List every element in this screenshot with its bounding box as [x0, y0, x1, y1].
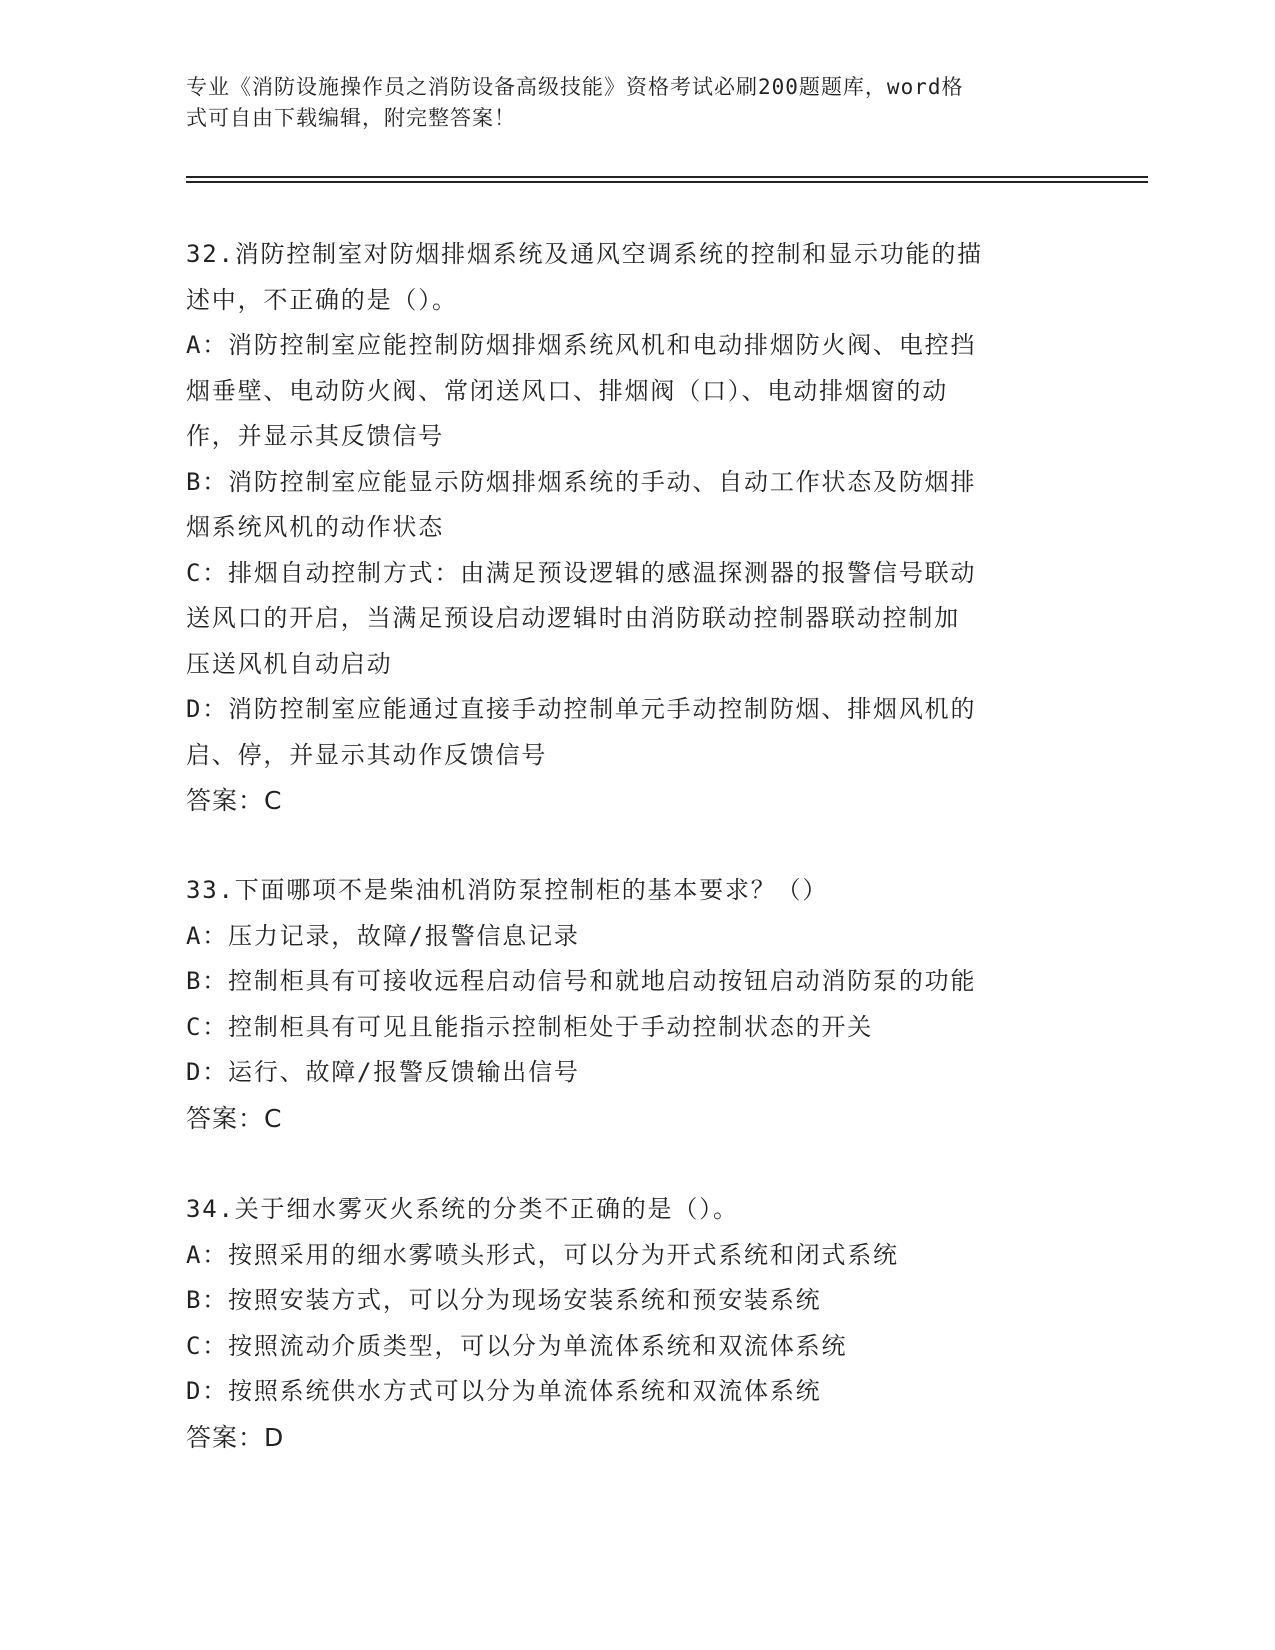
option-c-line: 送风口的开启，当满足预设启动逻辑时由消防联动控制器联动控制加 [186, 604, 960, 632]
option-c-line: 压送风机自动启动 [186, 649, 393, 678]
option-c-line: C：排烟自动控制方式：由满足预设逻辑的感温探测器的报警信号联动 [186, 558, 977, 587]
option-c-line: C：控制柜具有可见且能指示控制柜处于手动控制状态的开关 [186, 1012, 874, 1041]
question-34 [186, 1187, 1066, 1460]
question-stem-line: 32.消防控制室对防烟排烟系统及通风空调系统的控制和显示功能的描 [186, 240, 983, 268]
question-32 [186, 232, 1066, 824]
option-d-line: D：消防控制室应能通过直接手动控制单元手动控制防烟、排烟风机的 [186, 695, 977, 723]
header-divider-bottom [186, 181, 1148, 183]
answer-label: 答案：C [186, 786, 283, 815]
question-33 [186, 868, 1066, 1141]
option-b-line: B：按照安装方式，可以分为现场安装系统和预安装系统 [186, 1286, 822, 1314]
option-a-line: A：按照采用的细水雾喷头形式，可以分为开式系统和闭式系统 [186, 1240, 899, 1269]
answer-label: 答案：D [186, 1422, 285, 1452]
header-intro-line-1: 专业《消防设施操作员之消防设备高级技能》资格考试必刷200题题库，word格 [186, 75, 964, 99]
option-d-line: 启、停，并显示其动作反馈信号 [186, 740, 548, 769]
question-stem-line: 33.下面哪项不是柴油机消防泵控制柜的基本要求？（） [186, 876, 829, 904]
option-b-line: 烟系统风机的动作状态 [186, 513, 444, 541]
option-d-line: D：按照系统供水方式可以分为单流体系统和双流体系统 [186, 1377, 822, 1405]
option-a-line: A：消防控制室应能控制防烟排烟系统风机和电动排烟防火阀、电控挡 [186, 331, 977, 359]
option-a-line: 烟垂壁、电动防火阀、常闭送风口、排烟阀（口）、电动排烟窗的动 [186, 376, 948, 405]
option-c-line: C：按照流动介质类型，可以分为单流体系统和双流体系统 [186, 1331, 848, 1360]
option-a-line: A：压力记录，故障/报警信息记录 [186, 921, 580, 950]
question-stem-line: 述中，不正确的是（）。 [186, 285, 458, 314]
option-b-line: B：控制柜具有可接收远程启动信号和就地启动按钮启动消防泵的功能 [186, 967, 977, 995]
document-header [186, 72, 1066, 134]
option-d-line: D：运行、故障/报警反馈输出信号 [186, 1058, 580, 1086]
question-stem-line: 34.关于细水雾灭火系统的分类不正确的是（）。 [186, 1195, 739, 1223]
answer-label: 答案：C [186, 1103, 283, 1133]
header-divider-top [186, 176, 1148, 178]
header-intro-line-2: 式可自由下载编辑，附完整答案！ [186, 106, 516, 130]
option-b-line: B：消防控制室应能显示防烟排烟系统的手动、自动工作状态及防烟排 [186, 467, 977, 496]
option-a-line: 作，并显示其反馈信号 [186, 422, 444, 450]
